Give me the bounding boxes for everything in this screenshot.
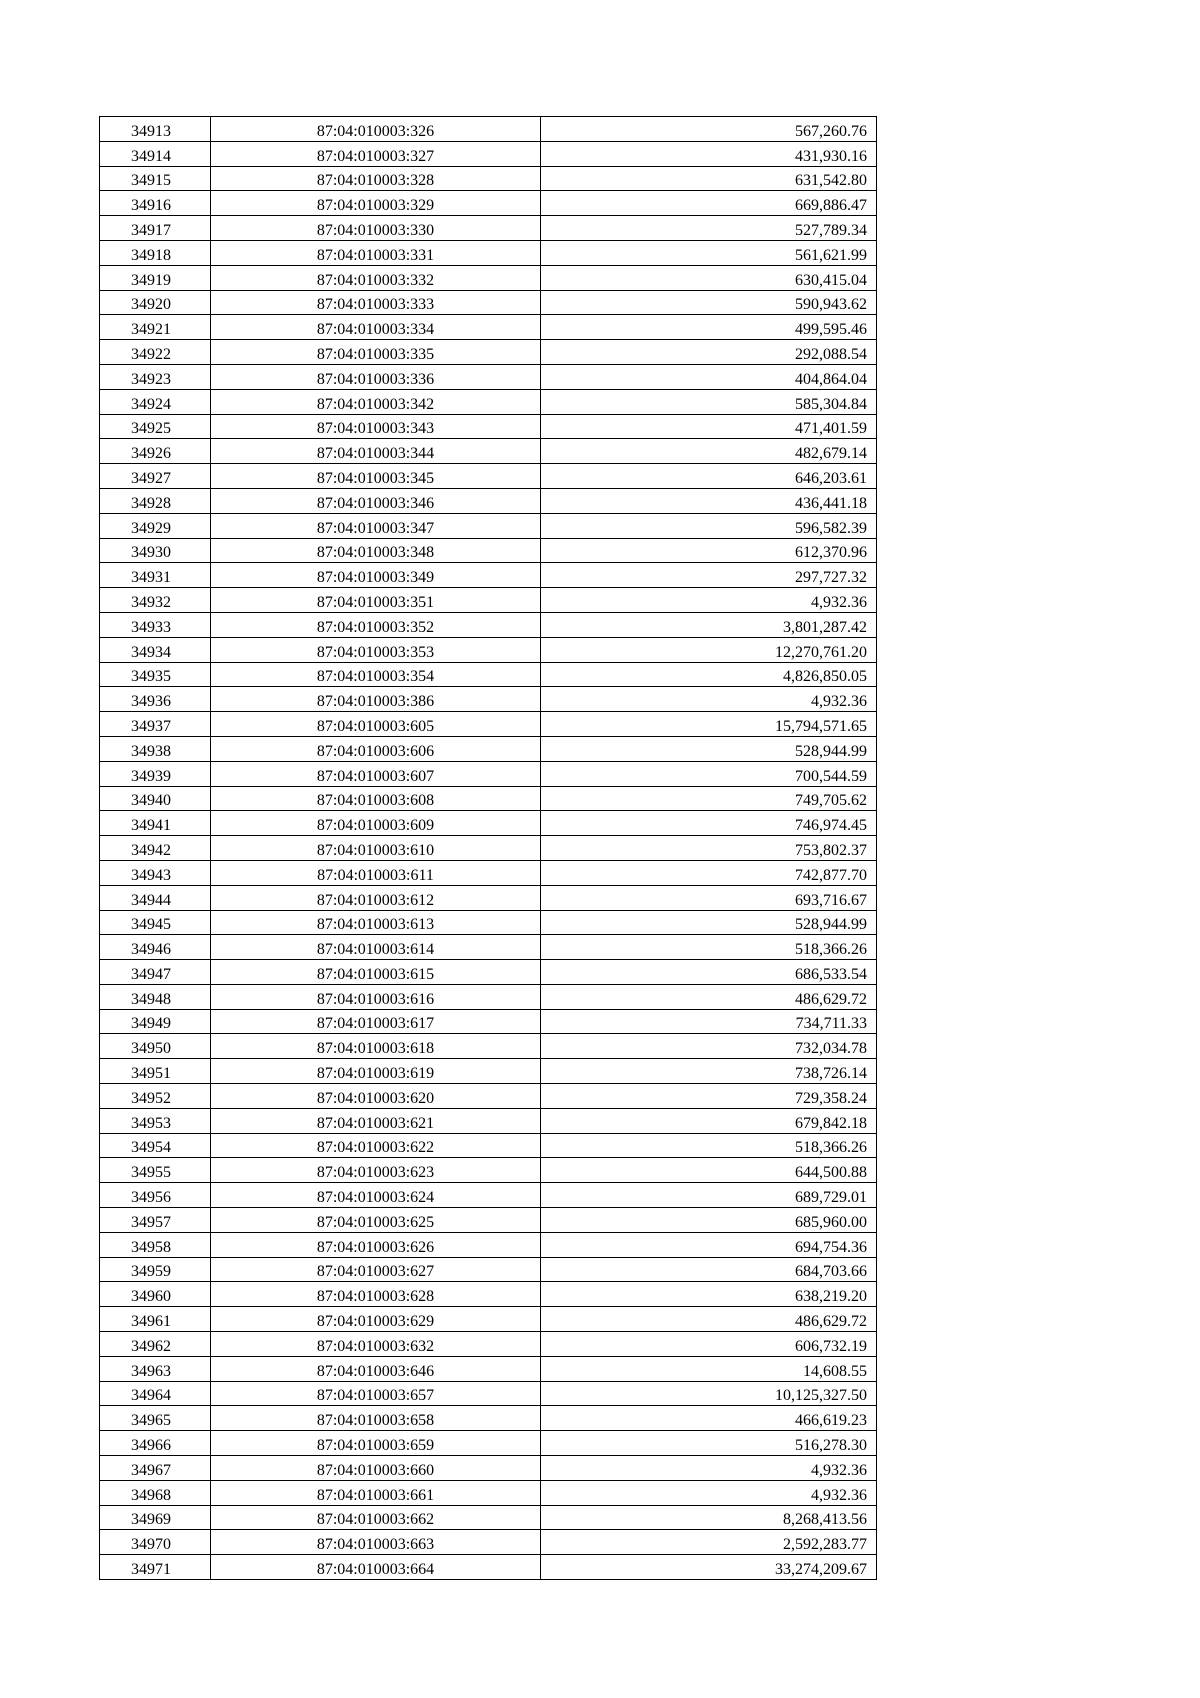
cadastral-number-cell: 87:04:010003:332 [211, 265, 541, 290]
table-row [100, 811, 877, 836]
row-number-cell: 34936 [100, 687, 211, 712]
cadastral-number-cell: 87:04:010003:627 [211, 1257, 541, 1282]
cadastral-number-cell: 87:04:010003:353 [211, 637, 541, 662]
table-row [100, 414, 877, 439]
table-row [100, 563, 877, 588]
row-number-cell: 34913 [100, 117, 211, 142]
cadastral-number-cell: 87:04:010003:343 [211, 414, 541, 439]
value-cell: 527,789.34 [541, 216, 877, 241]
row-number-cell: 34914 [100, 141, 211, 166]
row-number-cell: 34920 [100, 290, 211, 315]
value-cell: 297,727.32 [541, 563, 877, 588]
table-row [100, 439, 877, 464]
row-number-cell: 34946 [100, 935, 211, 960]
cadastral-number-cell: 87:04:010003:664 [211, 1555, 541, 1580]
table-row [100, 141, 877, 166]
value-cell: 685,960.00 [541, 1208, 877, 1233]
value-cell: 431,930.16 [541, 141, 877, 166]
value-cell: 644,500.88 [541, 1158, 877, 1183]
value-cell: 10,125,327.50 [541, 1381, 877, 1406]
row-number-cell: 34927 [100, 464, 211, 489]
value-cell: 631,542.80 [541, 166, 877, 191]
value-cell: 669,886.47 [541, 191, 877, 216]
row-number-cell: 34924 [100, 389, 211, 414]
value-cell: 499,595.46 [541, 315, 877, 340]
table-row [100, 1257, 877, 1282]
cadastral-number-cell: 87:04:010003:617 [211, 1009, 541, 1034]
row-number-cell: 34954 [100, 1133, 211, 1158]
row-number-cell: 34928 [100, 488, 211, 513]
cadastral-number-cell: 87:04:010003:628 [211, 1282, 541, 1307]
row-number-cell: 34929 [100, 513, 211, 538]
table-row [100, 637, 877, 662]
value-cell: 646,203.61 [541, 464, 877, 489]
cadastral-number-cell: 87:04:010003:326 [211, 117, 541, 142]
row-number-cell: 34916 [100, 191, 211, 216]
value-cell: 33,274,209.67 [541, 1555, 877, 1580]
cadastral-number-cell: 87:04:010003:658 [211, 1406, 541, 1431]
row-number-cell: 34942 [100, 836, 211, 861]
table-row [100, 761, 877, 786]
value-cell: 746,974.45 [541, 811, 877, 836]
table-row [100, 984, 877, 1009]
row-number-cell: 34941 [100, 811, 211, 836]
row-number-cell: 34925 [100, 414, 211, 439]
cadastral-number-cell: 87:04:010003:607 [211, 761, 541, 786]
row-number-cell: 34940 [100, 786, 211, 811]
table-row [100, 1381, 877, 1406]
value-cell: 518,366.26 [541, 935, 877, 960]
table-row [100, 588, 877, 613]
cadastral-number-cell: 87:04:010003:329 [211, 191, 541, 216]
value-cell: 689,729.01 [541, 1183, 877, 1208]
table-body [100, 117, 877, 1580]
table-row [100, 712, 877, 737]
cadastral-number-cell: 87:04:010003:331 [211, 240, 541, 265]
row-number-cell: 34944 [100, 885, 211, 910]
value-cell: 3,801,287.42 [541, 612, 877, 637]
row-number-cell: 34968 [100, 1480, 211, 1505]
row-number-cell: 34926 [100, 439, 211, 464]
cadastral-number-cell: 87:04:010003:330 [211, 216, 541, 241]
cadastral-number-cell: 87:04:010003:659 [211, 1431, 541, 1456]
table-row [100, 1406, 877, 1431]
value-cell: 4,826,850.05 [541, 662, 877, 687]
cadastral-number-cell: 87:04:010003:605 [211, 712, 541, 737]
cadastral-number-cell: 87:04:010003:613 [211, 910, 541, 935]
row-number-cell: 34915 [100, 166, 211, 191]
table-row [100, 736, 877, 761]
value-cell: 2,592,283.77 [541, 1530, 877, 1555]
row-number-cell: 34971 [100, 1555, 211, 1580]
value-cell: 749,705.62 [541, 786, 877, 811]
table-row [100, 389, 877, 414]
table-row [100, 1059, 877, 1084]
cadastral-number-cell: 87:04:010003:619 [211, 1059, 541, 1084]
cadastral-number-cell: 87:04:010003:606 [211, 736, 541, 761]
value-cell: 686,533.54 [541, 960, 877, 985]
table-row [100, 1332, 877, 1357]
row-number-cell: 34947 [100, 960, 211, 985]
value-cell: 486,629.72 [541, 1307, 877, 1332]
table-row [100, 1108, 877, 1133]
cadastral-number-cell: 87:04:010003:624 [211, 1183, 541, 1208]
cadastral-number-cell: 87:04:010003:622 [211, 1133, 541, 1158]
table-row [100, 960, 877, 985]
table-row [100, 1555, 877, 1580]
table-row [100, 612, 877, 637]
table-row [100, 1505, 877, 1530]
cadastral-number-cell: 87:04:010003:351 [211, 588, 541, 613]
row-number-cell: 34961 [100, 1307, 211, 1332]
value-cell: 404,864.04 [541, 364, 877, 389]
value-cell: 14,608.55 [541, 1356, 877, 1381]
value-cell: 630,415.04 [541, 265, 877, 290]
cadastral-number-cell: 87:04:010003:663 [211, 1530, 541, 1555]
table-row [100, 240, 877, 265]
value-cell: 4,932.36 [541, 1456, 877, 1481]
value-cell: 612,370.96 [541, 538, 877, 563]
table-row [100, 786, 877, 811]
table-row [100, 1456, 877, 1481]
value-cell: 561,621.99 [541, 240, 877, 265]
cadastral-number-cell: 87:04:010003:661 [211, 1480, 541, 1505]
row-number-cell: 34952 [100, 1084, 211, 1109]
data-table [99, 116, 877, 1580]
row-number-cell: 34951 [100, 1059, 211, 1084]
table-row [100, 1480, 877, 1505]
cadastral-number-cell: 87:04:010003:342 [211, 389, 541, 414]
row-number-cell: 34931 [100, 563, 211, 588]
cadastral-number-cell: 87:04:010003:614 [211, 935, 541, 960]
value-cell: 700,544.59 [541, 761, 877, 786]
row-number-cell: 34939 [100, 761, 211, 786]
table-row [100, 910, 877, 935]
cadastral-number-cell: 87:04:010003:616 [211, 984, 541, 1009]
value-cell: 466,619.23 [541, 1406, 877, 1431]
value-cell: 606,732.19 [541, 1332, 877, 1357]
value-cell: 585,304.84 [541, 389, 877, 414]
value-cell: 4,932.36 [541, 588, 877, 613]
cadastral-number-cell: 87:04:010003:646 [211, 1356, 541, 1381]
table-row [100, 513, 877, 538]
table-row [100, 1084, 877, 1109]
table-row [100, 885, 877, 910]
row-number-cell: 34970 [100, 1530, 211, 1555]
row-number-cell: 34959 [100, 1257, 211, 1282]
table-row [100, 364, 877, 389]
cadastral-number-cell: 87:04:010003:335 [211, 340, 541, 365]
table-row [100, 662, 877, 687]
cadastral-number-cell: 87:04:010003:615 [211, 960, 541, 985]
row-number-cell: 34965 [100, 1406, 211, 1431]
table-row [100, 1208, 877, 1233]
cadastral-number-cell: 87:04:010003:623 [211, 1158, 541, 1183]
table-row [100, 1158, 877, 1183]
cadastral-number-cell: 87:04:010003:346 [211, 488, 541, 513]
row-number-cell: 34933 [100, 612, 211, 637]
value-cell: 518,366.26 [541, 1133, 877, 1158]
value-cell: 486,629.72 [541, 984, 877, 1009]
table-row [100, 538, 877, 563]
cadastral-number-cell: 87:04:010003:611 [211, 860, 541, 885]
row-number-cell: 34957 [100, 1208, 211, 1233]
table-row [100, 1034, 877, 1059]
cadastral-number-cell: 87:04:010003:327 [211, 141, 541, 166]
value-cell: 482,679.14 [541, 439, 877, 464]
table-row [100, 860, 877, 885]
row-number-cell: 34935 [100, 662, 211, 687]
row-number-cell: 34950 [100, 1034, 211, 1059]
value-cell: 567,260.76 [541, 117, 877, 142]
table-row [100, 1232, 877, 1257]
table-row [100, 488, 877, 513]
value-cell: 753,802.37 [541, 836, 877, 861]
row-number-cell: 34919 [100, 265, 211, 290]
row-number-cell: 34934 [100, 637, 211, 662]
cadastral-number-cell: 87:04:010003:347 [211, 513, 541, 538]
row-number-cell: 34922 [100, 340, 211, 365]
value-cell: 516,278.30 [541, 1431, 877, 1456]
table-row [100, 315, 877, 340]
row-number-cell: 34923 [100, 364, 211, 389]
value-cell: 738,726.14 [541, 1059, 877, 1084]
value-cell: 292,088.54 [541, 340, 877, 365]
table-row [100, 1009, 877, 1034]
row-number-cell: 34948 [100, 984, 211, 1009]
cadastral-number-cell: 87:04:010003:660 [211, 1456, 541, 1481]
cadastral-number-cell: 87:04:010003:333 [211, 290, 541, 315]
cadastral-number-cell: 87:04:010003:334 [211, 315, 541, 340]
cadastral-number-cell: 87:04:010003:626 [211, 1232, 541, 1257]
table-row [100, 687, 877, 712]
row-number-cell: 34958 [100, 1232, 211, 1257]
cadastral-number-cell: 87:04:010003:328 [211, 166, 541, 191]
table-row [100, 1183, 877, 1208]
cadastral-number-cell: 87:04:010003:632 [211, 1332, 541, 1357]
value-cell: 596,582.39 [541, 513, 877, 538]
cadastral-number-cell: 87:04:010003:618 [211, 1034, 541, 1059]
row-number-cell: 34932 [100, 588, 211, 613]
value-cell: 638,219.20 [541, 1282, 877, 1307]
cadastral-number-cell: 87:04:010003:336 [211, 364, 541, 389]
table-row [100, 464, 877, 489]
cadastral-number-cell: 87:04:010003:620 [211, 1084, 541, 1109]
cadastral-number-cell: 87:04:010003:352 [211, 612, 541, 637]
table-row [100, 1282, 877, 1307]
row-number-cell: 34938 [100, 736, 211, 761]
row-number-cell: 34967 [100, 1456, 211, 1481]
row-number-cell: 34945 [100, 910, 211, 935]
cadastral-number-cell: 87:04:010003:629 [211, 1307, 541, 1332]
table-row [100, 290, 877, 315]
value-cell: 732,034.78 [541, 1034, 877, 1059]
table-row [100, 836, 877, 861]
table-row [100, 340, 877, 365]
table-row [100, 166, 877, 191]
row-number-cell: 34918 [100, 240, 211, 265]
table-row [100, 1356, 877, 1381]
row-number-cell: 34963 [100, 1356, 211, 1381]
value-cell: 693,716.67 [541, 885, 877, 910]
value-cell: 471,401.59 [541, 414, 877, 439]
value-cell: 15,794,571.65 [541, 712, 877, 737]
value-cell: 729,358.24 [541, 1084, 877, 1109]
value-cell: 694,754.36 [541, 1232, 877, 1257]
cadastral-number-cell: 87:04:010003:386 [211, 687, 541, 712]
table-row [100, 117, 877, 142]
cadastral-number-cell: 87:04:010003:349 [211, 563, 541, 588]
row-number-cell: 34956 [100, 1183, 211, 1208]
row-number-cell: 34917 [100, 216, 211, 241]
row-number-cell: 34962 [100, 1332, 211, 1357]
table-row [100, 1431, 877, 1456]
value-cell: 684,703.66 [541, 1257, 877, 1282]
value-cell: 528,944.99 [541, 910, 877, 935]
table-row [100, 265, 877, 290]
row-number-cell: 34964 [100, 1381, 211, 1406]
value-cell: 742,877.70 [541, 860, 877, 885]
value-cell: 8,268,413.56 [541, 1505, 877, 1530]
cadastral-number-cell: 87:04:010003:621 [211, 1108, 541, 1133]
cadastral-number-cell: 87:04:010003:612 [211, 885, 541, 910]
cadastral-number-cell: 87:04:010003:610 [211, 836, 541, 861]
table-row [100, 1133, 877, 1158]
row-number-cell: 34921 [100, 315, 211, 340]
row-number-cell: 34960 [100, 1282, 211, 1307]
row-number-cell: 34930 [100, 538, 211, 563]
row-number-cell: 34953 [100, 1108, 211, 1133]
table-row [100, 216, 877, 241]
value-cell: 4,932.36 [541, 1480, 877, 1505]
value-cell: 590,943.62 [541, 290, 877, 315]
table-row [100, 935, 877, 960]
cadastral-number-cell: 87:04:010003:345 [211, 464, 541, 489]
row-number-cell: 34966 [100, 1431, 211, 1456]
cadastral-number-cell: 87:04:010003:657 [211, 1381, 541, 1406]
cadastral-number-cell: 87:04:010003:348 [211, 538, 541, 563]
row-number-cell: 34949 [100, 1009, 211, 1034]
row-number-cell: 34969 [100, 1505, 211, 1530]
value-cell: 12,270,761.20 [541, 637, 877, 662]
value-cell: 436,441.18 [541, 488, 877, 513]
value-cell: 679,842.18 [541, 1108, 877, 1133]
row-number-cell: 34937 [100, 712, 211, 737]
value-cell: 4,932.36 [541, 687, 877, 712]
cadastral-number-cell: 87:04:010003:344 [211, 439, 541, 464]
table-row [100, 191, 877, 216]
row-number-cell: 34943 [100, 860, 211, 885]
cadastral-number-cell: 87:04:010003:354 [211, 662, 541, 687]
cadastral-number-cell: 87:04:010003:662 [211, 1505, 541, 1530]
table-row [100, 1530, 877, 1555]
value-cell: 734,711.33 [541, 1009, 877, 1034]
cadastral-number-cell: 87:04:010003:625 [211, 1208, 541, 1233]
table-row [100, 1307, 877, 1332]
cadastral-number-cell: 87:04:010003:609 [211, 811, 541, 836]
cadastral-number-cell: 87:04:010003:608 [211, 786, 541, 811]
row-number-cell: 34955 [100, 1158, 211, 1183]
value-cell: 528,944.99 [541, 736, 877, 761]
